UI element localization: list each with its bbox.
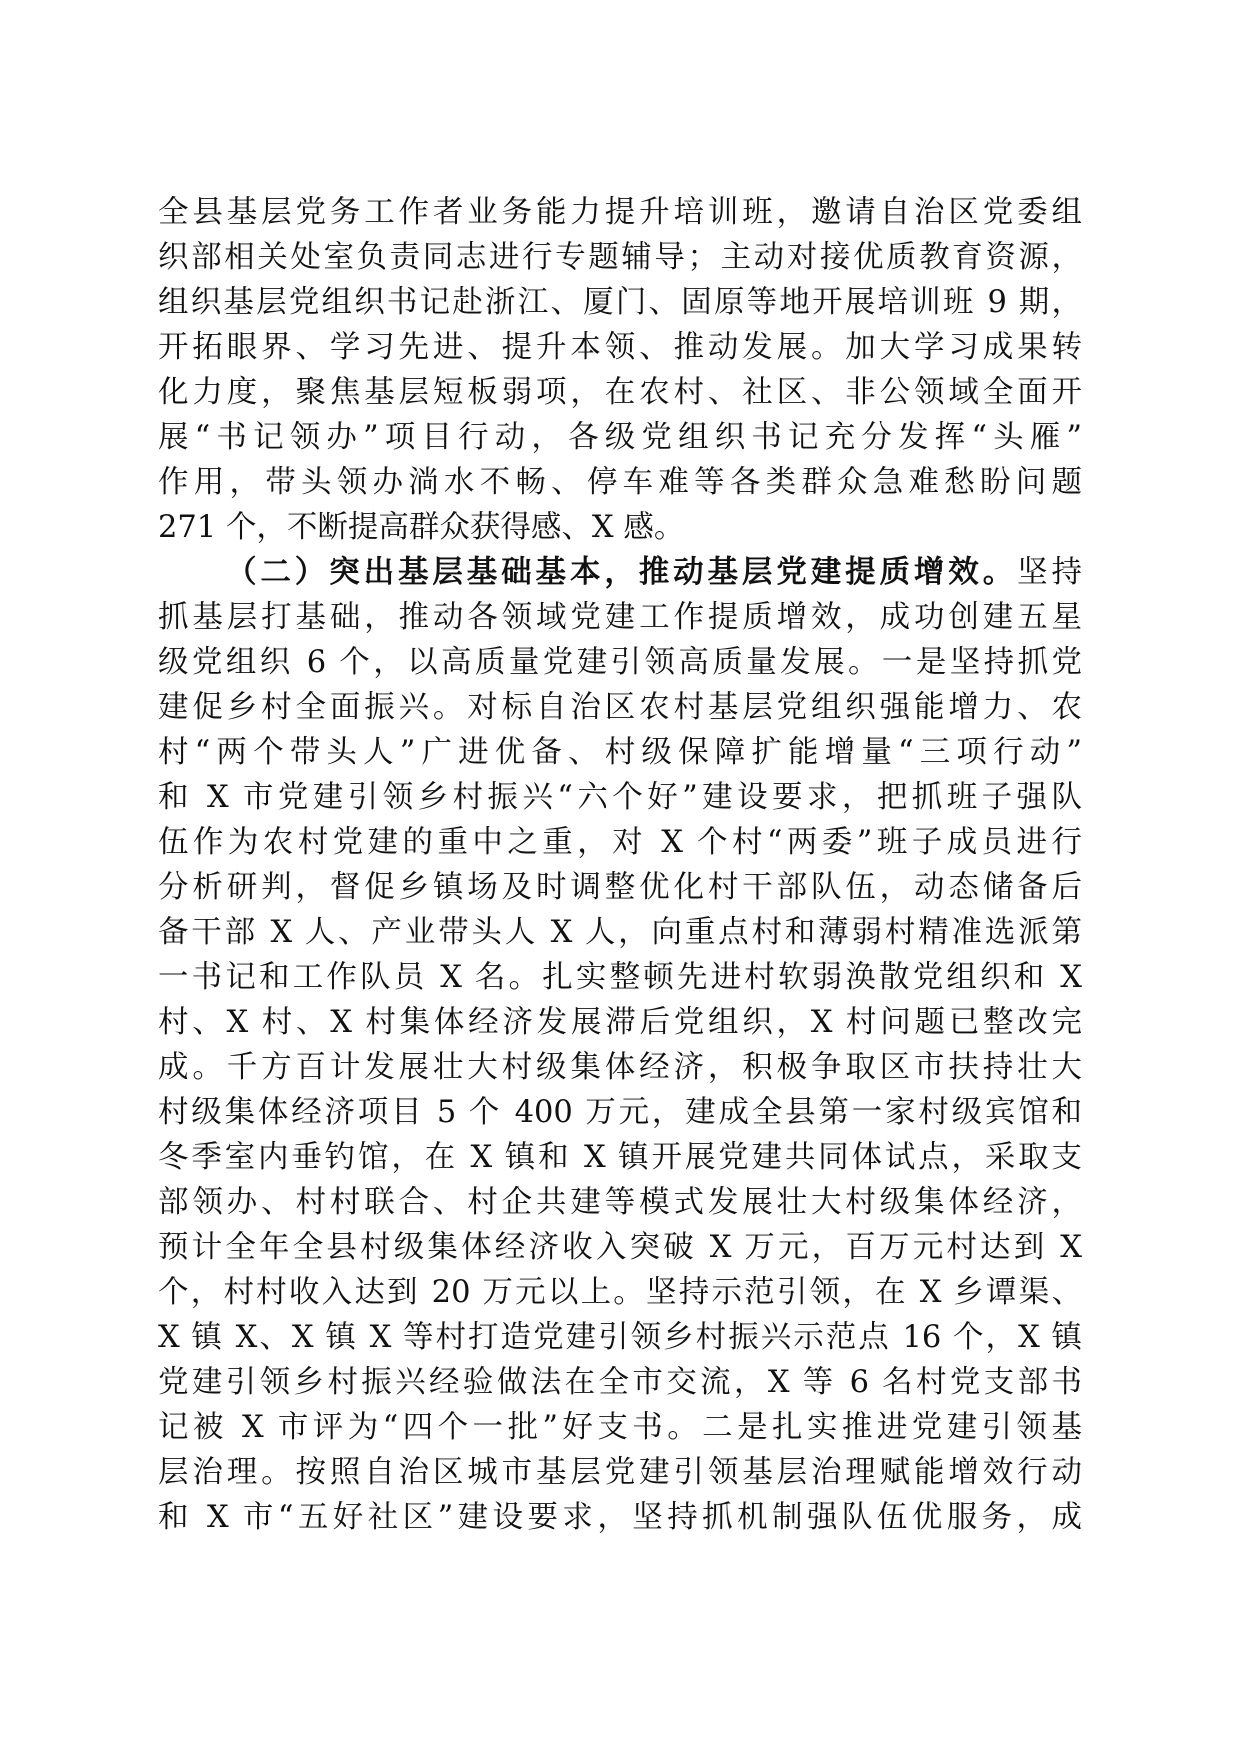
text-line: 分析研判，督促乡镇场及时调整优化村干部队伍，动态储备后 [158, 870, 1082, 905]
text-line: 开拓眼界、学习先进、提升本领、推动发展。加大学习成果转 [158, 330, 1082, 365]
text-line: 抓基层打基础，推动各领域党建工作提质增效，成功创建五星 [158, 600, 1082, 635]
text-line: 展“书记领办”项目行动，各级党组织书记充分发挥“头雁” [158, 420, 1082, 455]
text-line: 村、X 村、X 村集体经济发展滞后党组织，X 村问题已整改完 [158, 1005, 1082, 1040]
text-line: 级党组织 6 个，以高质量党建引领高质量发展。一是坚持抓党 [158, 645, 1082, 680]
paragraph-1 [158, 190, 1082, 550]
text-line: 全县基层党务工作者业务能力提升培训班，邀请自治区党委组 [158, 195, 1082, 230]
text-line: 记被 X 市评为“四个一批”好支书。二是扎实推进党建引领基 [158, 1410, 1082, 1445]
text-line: 个，村村收入达到 20 万元以上。坚持示范引领，在 X 乡谭渠、 [158, 1275, 1082, 1310]
heading-line-rest: 坚持 [1017, 555, 1083, 590]
text-line: 党建引领乡村振兴经验做法在全市交流，X 等 6 名村党支部书 [158, 1365, 1082, 1400]
text-line: 成。千方百计发展壮大村级集体经济，积极争取区市扶持壮大 [158, 1050, 1082, 1085]
text-line: 备干部 X 人、产业带头人 X 人，向重点村和薄弱村精准选派第 [158, 915, 1082, 950]
text-line: 组织基层党组织书记赴浙江、厦门、固原等地开展培训班 9 期， [158, 285, 1082, 320]
text-line: 伍作为农村党建的重中之重，对 X 个村“两委”班子成员进行 [158, 825, 1082, 860]
text-line: 村“两个带头人”广进优备、村级保障扩能增量“三项行动” [158, 735, 1082, 770]
text-line: 271 个，不断提高群众获得感、X 感。 [158, 510, 685, 545]
text-line: 建促乡村全面振兴。对标自治区农村基层党组织强能增力、农 [158, 690, 1082, 725]
text-line: 层治理。按照自治区城市基层党建引领基层治理赋能增效行动 [158, 1455, 1082, 1490]
body-text [158, 190, 1082, 1540]
text-line: 冬季室内垂钓馆，在 X 镇和 X 镇开展党建共同体试点，采取支 [158, 1140, 1082, 1175]
section-heading: （二）突出基层基础基本，推动基层党建提质增效。 [226, 554, 1018, 590]
text-line: 作用，带头领办淌水不畅、停车难等各类群众急难愁盼问题 [158, 465, 1082, 500]
text-line: X 镇 X、X 镇 X 等村打造党建引领乡村振兴示范点 16 个，X 镇 [158, 1320, 1082, 1355]
text-line: 和 X 市“五好社区”建设要求，坚持抓机制强队伍优服务，成 [158, 1500, 1082, 1535]
text-line: 化力度，聚焦基层短板弱项，在农村、社区、非公领域全面开 [158, 375, 1082, 410]
text-line: 和 X 市党建引领乡村振兴“六个好”建设要求，把抓班子强队 [158, 780, 1082, 815]
text-line: 预计全年全县村级集体经济收入突破 X 万元，百万元村达到 X [158, 1230, 1082, 1265]
paragraph-2 [158, 550, 1082, 1540]
text-line: 村级集体经济项目 5 个 400 万元，建成全县第一家村级宾馆和 [158, 1095, 1082, 1130]
text-line: 织部相关处室负责同志进行专题辅导；主动对接优质教育资源， [158, 240, 1082, 275]
text-line: 部领办、村村联合、村企共建等模式发展壮大村级集体经济， [158, 1185, 1082, 1220]
section-heading-line [158, 550, 1082, 595]
text-line: 一书记和工作队员 X 名。扎实整顿先进村软弱涣散党组织和 X [158, 960, 1082, 995]
